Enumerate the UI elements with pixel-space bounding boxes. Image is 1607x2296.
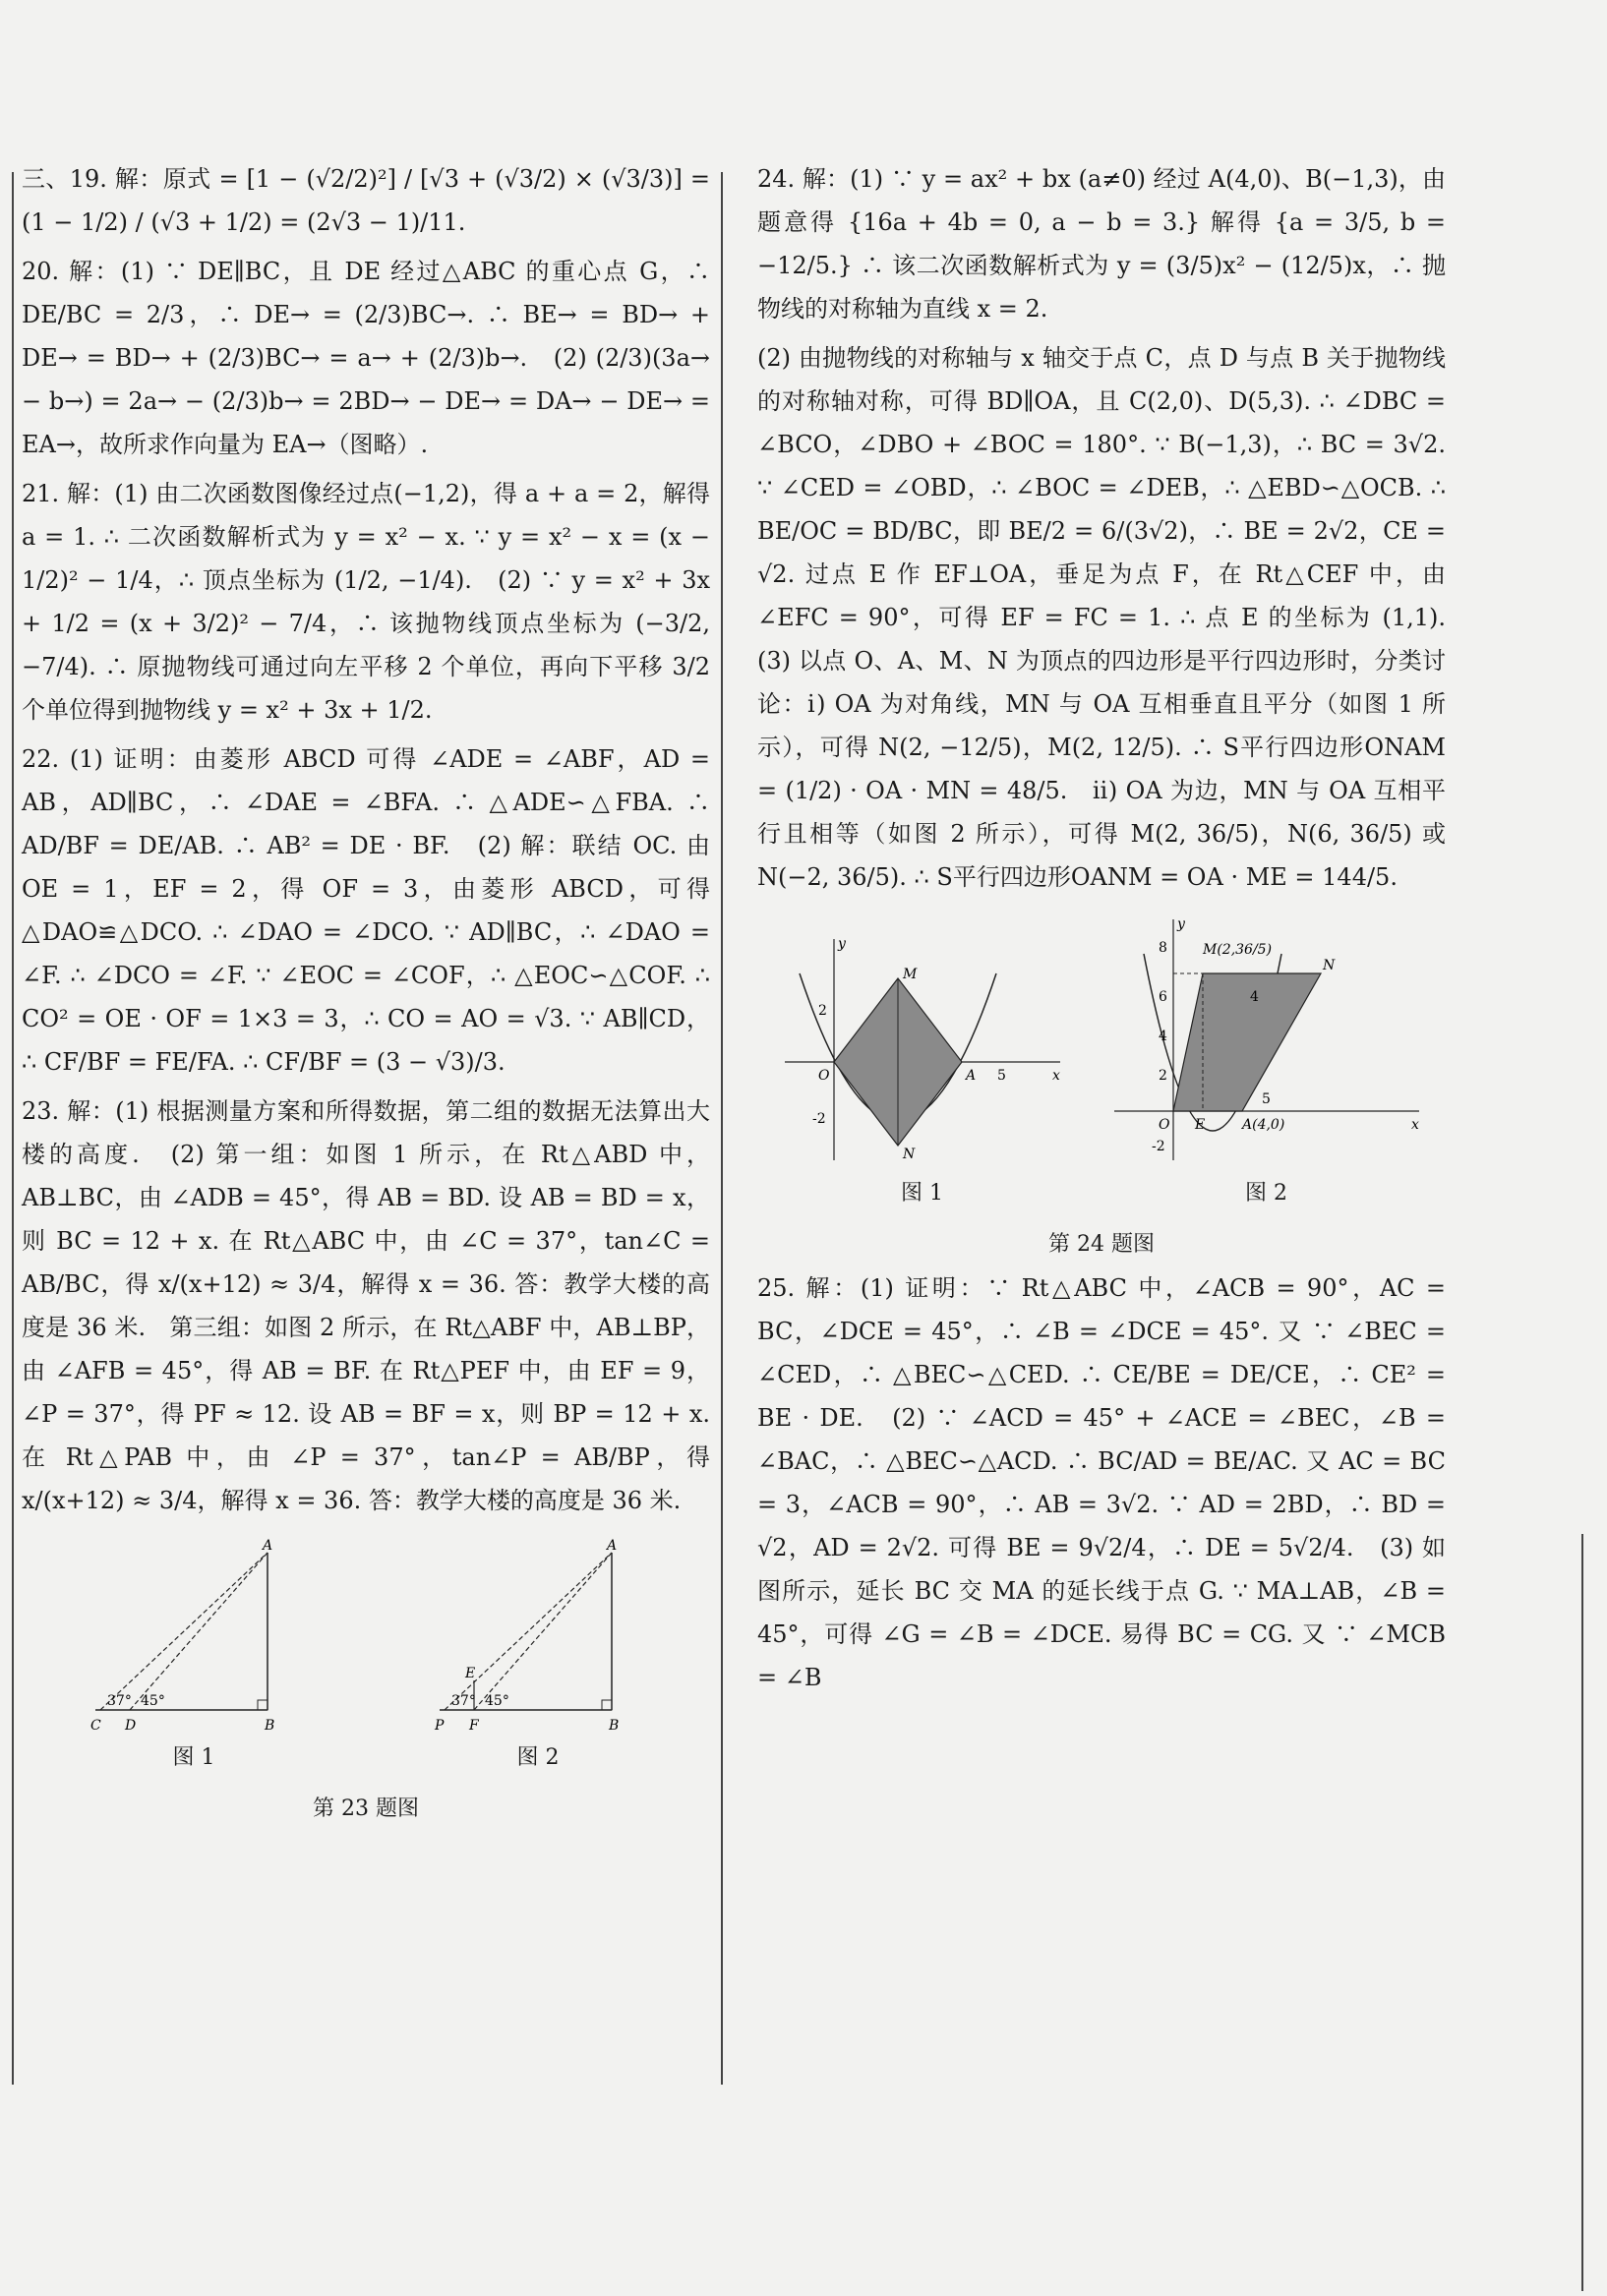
fig24-1-label-N: N: [902, 1147, 915, 1162]
solution-25: 25. 解：(1) 证明：∵ Rt△ABC 中，∠ACB = 90°，AC = BC，∠DCE = 45°，∴ ∠B = ∠DCE = 45°. 又 ∵ ∠BEC = ∠CED，∴ △BEC∽△CED. ∴ CE/BE = DE/CE，∴ CE² = BE · DE. (2) ∵ ∠ACD = 45° + ∠ACE = ∠BEC，∠B = ∠BAC，∴ △BEC∽△ACD. ∴ BC/AD = BE/AC. 又 AC = BC = 3，∠ACB = 90°，∴ AB = 3√2. ∵ AD = 2BD，∴ BD = √2，AD = 2√2. 可得 BE = 9√2/4，∴ DE = 5√2/4. (3) 如图所示，延长 BC 交 MA 的延长线于点 G. ∵ MA⊥AB，∠B = 45°，可得 ∠G = ∠B = ∠DCE. 易得 BC = CG. 又 ∵ ∠MCB = ∠B: [757, 1274, 1446, 1691]
fig23-1-angle-37: 37°: [107, 1693, 132, 1709]
fig24-1-caption: 图 1: [901, 1181, 943, 1206]
column-divider: [721, 172, 723, 2085]
fig23-1-label-C: C: [90, 1718, 101, 1734]
right-column: [757, 157, 1469, 1705]
solution-24-part1: 24. 解：(1) ∵ y = ax² + bx (a≠0) 经过 A(4,0)、B(−1,3)，由题意得 {16a + 4b = 0, a − b = 3.} 解得 {a = 3/5, b = −12/5.} ∴ 该二次函数解析式为 y = (3/5)x² − (12/5)x，∴ 抛物线的对称轴为直线 x = 2.: [757, 165, 1446, 323]
fig24-2-label-y: y: [1176, 916, 1185, 932]
fig23-2-label-E: E: [465, 1666, 476, 1681]
fig24-1-tick-minus2: -2: [811, 1111, 826, 1127]
left-column: [22, 157, 710, 1831]
fig24-2-tick-minus2: -2: [1151, 1139, 1165, 1154]
figure-23-1: [86, 1538, 302, 1780]
fig24-2-tick-8: 8: [1158, 940, 1167, 956]
fig24-2-region-label-4: 4: [1249, 989, 1259, 1005]
solution-24-part2: (2) 由抛物线的对称轴与 x 轴交于点 C，点 D 与点 B 关于抛物线的对称轴对称，可得 BD∥OA，且 C(2,0)、D(5,3). ∴ ∠DBC = ∠BCO，∠DBO + ∠BOC = 180°. ∵ B(−1,3)，∴ BC = 3√2. ∵ ∠CED = ∠OBD，∴ ∠BOC = ∠DEB，∴ △EBD∽△OCB. ∴ BE/OC = BD/BC，即 BE/2 = 6/(3√2)，∴ BE = 2√2，CE = √2. 过点 E 作 EF⊥OA，垂足为点 F，在 Rt△CEF 中，由 ∠EFC = 90°，可得 EF = FC = 1. ∴ 点 E 的坐标为 (1,1). (3) 以点 O、A、M、N 为顶点的四边形是平行四边形时，分类讨论：ⅰ) OA 为对角线，MN 与 OA 互相垂直且平分（如图 1 所示），可得 N(2, −12/5)，M(2, 12/5). ∴ S平行四边形ONAM = (1/2) · OA · MN = 48/5. ⅱ) OA 为边，MN 与 OA 互相平行且相等（如图 2 所示），可得 M(2, 36/5)，N(6, 36/5) 或 N(−2, 36/5). ∴ S平行四边形OANM = OA · ME = 144/5.: [757, 344, 1469, 891]
solution-23: 23. 解：(1) 根据测量方案和所得数据，第二组的数据无法算出大楼的高度. (2) 第一组：如图 1 所示，在 Rt△ABD 中，AB⊥BC，由 ∠ADB = 45°，得 AB = BD. 设 AB = BD = x，则 BC = 12 + x. 在 Rt△ABC 中，由 ∠C = 37°，tan∠C = AB/BC，得 x/(x+12) ≈ 3/4，解得 x = 36. 答：教学大楼的高度是 36 米. 第三组：如图 2 所示，在 Rt△ABF 中，AB⊥BP，由 ∠AFB = 45°，得 AB = BF. 在 Rt△PEF 中，由 EF = 9，∠P = 37°，得 PF ≈ 12. 设 AB = BF = x，则 BP = 12 + x. 在 Rt△PAB 中，由 ∠P = 37°，tan∠P = AB/BP，得 x/(x+12) ≈ 3/4，解得 x = 36. 答：教学大楼的高度是 36 米.: [22, 1097, 710, 1514]
fig23-1-angle-45: 45°: [141, 1693, 165, 1709]
fig24-1-tick-5: 5: [996, 1068, 1006, 1084]
fig24-2-label-A: A(4,0): [1241, 1117, 1284, 1133]
fig24-1-label-A: A: [965, 1068, 976, 1084]
fig23-2-caption: 图 2: [516, 1745, 560, 1770]
fig23-group-caption: 第 23 题图: [313, 1796, 419, 1821]
fig24-2-label-x: x: [1410, 1117, 1419, 1133]
fig23-1-label-B: B: [265, 1718, 275, 1734]
fig24-2-tick-6: 6: [1158, 989, 1167, 1005]
fig23-1-label-D: D: [125, 1718, 137, 1734]
figure-24-2: [1104, 914, 1429, 1215]
figure-24-row: [757, 914, 1446, 1215]
figure-23-row: [22, 1538, 710, 1780]
solution-19: 三、19. 解：原式 = [1 − (√2/2)²] / [√3 + (√3/2) × (√3/3)] = (1 − 1/2) / (√3 + 1/2) = (2√3 − 1)/11.: [22, 165, 710, 236]
solution-21: 21. 解：(1) 由二次函数图像经过点(−1,2)，得 a + a = 2，解得 a = 1. ∴ 二次函数解析式为 y = x² − x. ∵ y = x² − x = (x − 1/2)² − 1/4，∴ 顶点坐标为 (1/2, −1/4). (2) ∵ y = x² + 3x + 1/2 = (x + 3/2)² − 7/4，∴ 该抛物线顶点坐标为 (−3/2, −7/4). ∴ 原抛物线可通过向左平移 2 个单位，再向下平移 3/2 个单位得到抛物线 y = x² + 3x + 1/2.: [22, 480, 710, 724]
right-edge-rule: [1581, 1534, 1583, 2291]
figure-24-1: [775, 934, 1070, 1215]
fig24-1-label-M: M: [902, 967, 917, 982]
fig24-2-tick-2: 2: [1158, 1068, 1167, 1084]
fig24-2-tick-4: 4: [1158, 1029, 1167, 1044]
fig23-2-angle-37: 37°: [451, 1693, 476, 1709]
fig24-1-label-O: O: [817, 1068, 829, 1084]
fig24-2-label-E: E: [1194, 1117, 1205, 1133]
solution-20: 20. 解：(1) ∵ DE∥BC，且 DE 经过△ABC 的重心点 G，∴ DE/BC = 2/3，∴ DE→ = (2/3)BC→. ∴ BE→ = BD→ + DE→ = BD→ + (2/3)BC→ = a→ + (2/3)b→. (2) (2/3)(3a→ − b→) = 2a→ − (2/3)b→ = 2BD→ − DE→ = DA→ − DE→ = EA→，故所求作向量为 EA→（图略）.: [22, 258, 710, 458]
fig23-2-label-F: F: [469, 1718, 479, 1734]
fig24-2-label-M: M(2,36/5): [1202, 942, 1272, 958]
fig24-1-label-y: y: [837, 936, 846, 952]
fig24-2-label-O: O: [1158, 1117, 1169, 1133]
fig24-2-label-N: N: [1322, 958, 1335, 973]
fig24-2-caption: 图 2: [1245, 1181, 1287, 1206]
fig24-2-tick-5: 5: [1261, 1091, 1271, 1107]
fig24-group-caption: 第 24 题图: [1048, 1232, 1155, 1257]
solution-22: 22. (1) 证明：由菱形 ABCD 可得 ∠ADE = ∠ABF，AD = AB，AD∥BC，∴ ∠DAE = ∠BFA. ∴ △ADE∽△FBA. ∴ AD/BF = DE/AB. ∴ AB² = DE · BF. (2) 解：联结 OC. 由 OE = 1，EF = 2，得 OF = 3，由菱形 ABCD，可得 △DAO≌△DCO. ∴ ∠DAO = ∠DCO. ∵ AD∥BC，∴ ∠DAO = ∠F. ∴ ∠DCO = ∠F. ∵ ∠EOC = ∠COF，∴ △EOC∽△COF. ∴ CO² = OE · OF = 1×3 = 3，∴ CO = AO = √3. ∵ AB∥CD，∴ CF/BF = FE/FA. ∴ CF/BF = (3 − √3)/3.: [22, 745, 710, 1076]
fig23-2-label-A: A: [607, 1538, 618, 1554]
fig23-2-angle-45: 45°: [485, 1693, 509, 1709]
fig23-1-caption: 图 1: [172, 1745, 215, 1770]
figure-23-2: [430, 1538, 646, 1780]
left-margin-rule: [12, 172, 14, 2085]
fig23-1-label-A: A: [263, 1538, 273, 1554]
fig24-1-tick-2: 2: [817, 1003, 827, 1019]
fig23-2-label-B: B: [609, 1718, 620, 1734]
fig24-1-label-x: x: [1051, 1068, 1060, 1084]
fig23-2-label-P: P: [435, 1718, 445, 1734]
